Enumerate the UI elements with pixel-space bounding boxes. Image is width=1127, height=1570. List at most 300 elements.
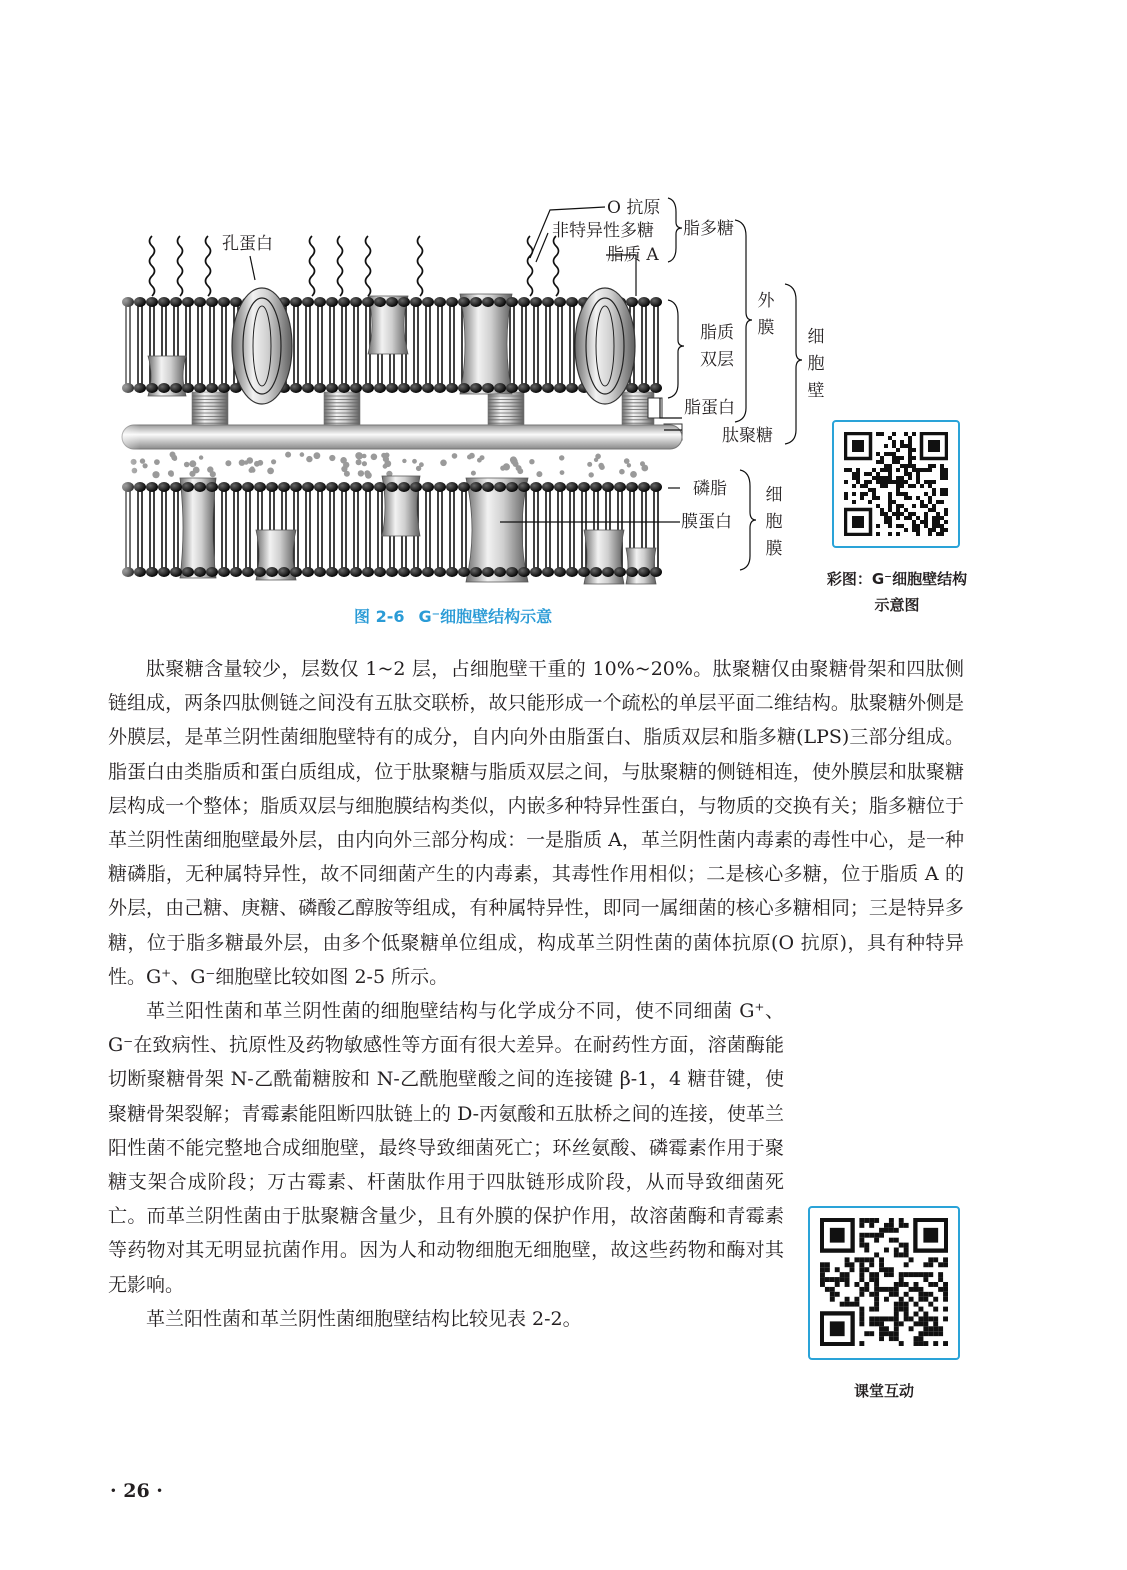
phospholipid-head <box>326 567 338 577</box>
qr-finder-center <box>852 440 864 452</box>
phospholipid-head <box>650 567 662 577</box>
phospholipid-head <box>554 383 566 393</box>
phospholipid-head <box>314 383 326 393</box>
qr-module <box>940 532 944 536</box>
qr-module <box>912 448 916 452</box>
phospholipid-head <box>302 482 314 492</box>
phospholipid-head <box>194 297 206 307</box>
paragraph-drug-sensitivity: 革兰阳性菌和革兰阴性菌的细胞壁结构与化学成分不同，使不同细菌 G⁺、G⁻在致病性、抗原性及药物敏感性等方面有很大差异。在耐药性方面，溶菌酶能切断聚糖骨架 N-乙酰葡糖胺和 N-乙酰胞壁酸之间的连接键 β-1，4 糖苷键，使聚糖骨架裂解；青霉素能阻断四肽链上的 D-丙氨酸和五肽桥之间的连接，使革兰阳性菌不能完整地合成细胞壁，最终导致细菌死亡；环丝氨酸、磷霉素作用于聚糖支架合成阶段；万古霉素、杆菌肽作用于四肽链形成阶段，从而导致细菌死亡。而革兰阴性菌由于肽聚糖含量少，且有外膜的保护作用，故溶菌酶和青霉素等药物对其无明显抗菌作用。因为人和动物细胞无细胞壁，故这些药物和酶对其无影响。 <box>108 1000 784 1296</box>
phospholipid-head <box>578 482 590 492</box>
label-outer-membrane: 外膜 <box>757 291 775 338</box>
phospholipid-head <box>146 482 158 492</box>
phospholipid-head <box>494 482 506 492</box>
periplasm-dot <box>300 452 305 457</box>
qr-module <box>852 472 856 476</box>
phospholipid-head <box>518 383 530 393</box>
phospholipid-head <box>386 567 398 577</box>
qr-module <box>876 496 880 500</box>
qr-module <box>904 432 908 436</box>
porin-outer <box>232 288 292 404</box>
periplasm-dot <box>355 452 362 459</box>
periplasm-dot <box>595 454 601 460</box>
qr-module <box>940 488 944 492</box>
qr-module <box>916 476 920 480</box>
qr-module <box>908 440 912 444</box>
phospholipid-head <box>158 567 170 577</box>
phospholipid-head <box>446 567 458 577</box>
qr-module <box>888 500 892 504</box>
phospholipid-head <box>566 297 578 307</box>
phospholipid-head <box>230 482 242 492</box>
o-antigen-chain <box>528 236 533 296</box>
periplasm-dot <box>210 471 216 477</box>
qr-module <box>916 524 920 528</box>
qr-module <box>900 444 904 448</box>
qr-module <box>889 1336 894 1341</box>
qr-module <box>936 500 940 504</box>
phospholipid-head <box>314 567 326 577</box>
phospholipid-head <box>614 482 626 492</box>
qr-module <box>899 1341 904 1346</box>
phospholipid-head <box>638 383 650 393</box>
phospholipid-head <box>494 567 506 577</box>
qr-module <box>918 1341 923 1346</box>
qr-module <box>928 532 932 536</box>
phospholipid-head <box>278 482 290 492</box>
qr-module <box>904 492 908 496</box>
periplasm-dot <box>503 463 510 470</box>
qr-module <box>896 480 900 484</box>
label-lps: 脂多糖 <box>683 219 734 239</box>
qr-module <box>900 476 904 480</box>
phospholipid-head <box>182 482 194 492</box>
page-number: · 26 · <box>110 1480 163 1502</box>
qr-module <box>888 464 892 468</box>
qr-module <box>888 436 892 440</box>
qr-module <box>880 456 884 460</box>
qr-module <box>916 496 920 500</box>
qr-module <box>908 452 912 456</box>
phospholipid-head <box>602 567 614 577</box>
phospholipid-head <box>218 482 230 492</box>
qr-module <box>914 1336 919 1341</box>
phospholipid-head <box>338 383 350 393</box>
qr-module <box>904 508 908 512</box>
qr-module <box>904 468 908 472</box>
qr-caption-color-figure: 彩图：G⁻细胞壁结构示意图 <box>826 570 968 614</box>
qr-module <box>908 448 912 452</box>
label-membrane-protein: 膜蛋白 <box>681 512 732 532</box>
qr-module <box>928 496 932 500</box>
phospholipid-head <box>302 297 314 307</box>
qr-module <box>872 488 876 492</box>
qr-module <box>900 464 904 468</box>
membrane-protein <box>626 548 656 584</box>
qr-module <box>904 464 908 468</box>
qr-module <box>896 456 900 460</box>
qr-module <box>932 488 936 492</box>
phospholipid-head <box>530 383 542 393</box>
qr-module <box>844 492 848 496</box>
paragraph-peptidoglycan: 肽聚糖含量较少，层数仅 1~2 层，占细胞壁干重的 10%~20%。肽聚糖仅由聚糖骨架和四肽侧链组成，两条四肽侧链之间没有五肽交联桥，故只能形成一个疏松的单层平面二维结构。肽聚糖外侧是外膜层，是革兰阴性菌细胞壁特有的成分，自内向外由脂蛋白、脂质双层和脂多糖(LPS)三部分组成。脂蛋白由类脂质和蛋白质组成，位于肽聚糖与脂质双层之间，与肽聚糖的侧链相连，使外膜层和肽聚糖层构成一个整体；脂质双层与细胞膜结构类似，内嵌多种特异性蛋白，与物质的交换有关；脂多糖位于革兰阴性菌细胞壁最外层，由内向外三部分构成：一是脂质 A，革兰阴性菌内毒素的毒性中心，是一种糖磷脂，无种属特异性，故不同细菌产生的内毒素，其毒性作用相似；二是核心多糖，位于脂质 A 的外层，由己糖、庚糖、磷酸乙醇胺等组成，有种属特异性，即同一属细菌的核心多糖相同；三是特异多糖，位于脂多糖最外层，由多个低聚糖单位组成，构成革兰阴性菌的菌体抗原(O 抗原)，具有种特异性。G⁺、G⁻细胞壁比较如图 2-5 所示。 <box>108 658 964 988</box>
qr-code-color-figure[interactable] <box>832 420 960 548</box>
periplasm-dot <box>285 452 291 458</box>
qr-module <box>880 476 884 480</box>
qr-module <box>888 496 892 500</box>
phospholipid-head <box>338 567 350 577</box>
qr-module <box>856 480 860 484</box>
phospholipid-head <box>554 297 566 307</box>
lipoprotein-block <box>488 392 524 426</box>
qr-module <box>916 532 920 536</box>
periplasm-dot <box>169 472 174 477</box>
phospholipid-head <box>410 482 422 492</box>
phospholipid-head <box>626 297 638 307</box>
lipoprotein-block <box>192 392 228 426</box>
phospholipid-head <box>650 383 662 393</box>
phospholipid-head <box>458 482 470 492</box>
periplasm-dot <box>184 462 190 468</box>
qr-module <box>932 480 936 484</box>
qr-module <box>940 516 944 520</box>
periplasm-dot <box>452 453 458 459</box>
qr-module <box>868 472 872 476</box>
periplasm-dot <box>244 460 248 464</box>
phospholipid-head <box>290 297 302 307</box>
label-lipoprotein: 脂蛋白 <box>684 398 735 418</box>
periplasm-dot <box>589 472 594 477</box>
phospholipid-head <box>518 297 530 307</box>
phospholipid-head <box>182 383 194 393</box>
qr-module <box>894 1336 899 1341</box>
qr-module <box>868 480 872 484</box>
qr-module <box>896 516 900 520</box>
phospholipid-head <box>302 567 314 577</box>
o-antigen-chain <box>418 236 423 296</box>
phospholipid-head <box>422 297 434 307</box>
phospholipid-head <box>362 297 374 307</box>
qr-module <box>940 472 944 476</box>
periplasm-dot <box>152 471 159 478</box>
periplasm-dot <box>559 455 564 460</box>
qr-module <box>876 532 880 536</box>
qr-module <box>900 512 904 516</box>
phospholipid-head <box>206 567 218 577</box>
qr-module <box>944 468 948 472</box>
qr-finder-center <box>852 516 864 528</box>
qr-module <box>876 432 880 436</box>
phospholipid-head <box>326 482 338 492</box>
phospholipid-head <box>542 297 554 307</box>
phospholipid-head <box>434 297 446 307</box>
qr-module <box>859 1341 864 1346</box>
qr-module <box>884 516 888 520</box>
qr-module <box>920 468 924 472</box>
phospholipid-head <box>470 482 482 492</box>
periplasm-dot <box>329 455 335 461</box>
periplasm-dot <box>189 460 196 467</box>
phospholipid-head <box>446 482 458 492</box>
phospholipid-head <box>146 383 158 393</box>
phospholipid-head <box>170 383 182 393</box>
qr-module <box>896 460 900 464</box>
phospholipid-head <box>266 567 278 577</box>
phospholipid-head <box>182 297 194 307</box>
qr-module <box>932 504 936 508</box>
qr-module <box>904 516 908 520</box>
qr-module <box>940 500 944 504</box>
phospholipid-head <box>542 567 554 577</box>
qr-module <box>876 472 880 476</box>
qr-module <box>892 456 896 460</box>
qr-module <box>884 520 888 524</box>
qr-module <box>944 472 948 476</box>
periplasm-dot <box>140 458 145 463</box>
phospholipid-head <box>650 482 662 492</box>
qr-module <box>896 488 900 492</box>
periplasm-dots <box>131 452 649 479</box>
qr-module <box>908 472 912 476</box>
qr-module <box>904 480 908 484</box>
qr-module <box>900 456 904 460</box>
qr-module <box>900 492 904 496</box>
phospholipid-head <box>386 297 398 307</box>
phospholipid-head <box>446 297 458 307</box>
periplasm-dot <box>467 455 472 460</box>
qr-module <box>900 524 904 528</box>
qr-module <box>904 472 908 476</box>
phospholipid-head <box>506 567 518 577</box>
qr-module <box>904 496 908 500</box>
qr-module <box>914 1341 919 1346</box>
qr-module <box>943 1341 948 1346</box>
phospholipid-head <box>458 567 470 577</box>
periplasm-dot <box>362 461 367 466</box>
periplasm-dot <box>365 472 372 479</box>
qr-module <box>933 1341 938 1346</box>
qr-module <box>900 480 904 484</box>
qr-module <box>944 528 948 532</box>
membrane-protein <box>180 478 216 578</box>
phospholipid-head <box>566 482 578 492</box>
phospholipid-head <box>422 482 434 492</box>
qr-module <box>916 468 920 472</box>
qr-module <box>896 524 900 528</box>
phospholipid-head <box>326 297 338 307</box>
label-o-antigen: O 抗原 <box>607 198 661 218</box>
qr-module <box>920 520 924 524</box>
o-antigen-chain <box>366 236 371 296</box>
label-cell-membrane: 细胞膜 <box>765 485 783 559</box>
qr-module <box>896 448 900 452</box>
periplasm-dot <box>344 471 350 477</box>
periplasm-dot <box>225 460 231 466</box>
qr-module <box>912 484 916 488</box>
phospholipid-head <box>470 383 482 393</box>
qr-module <box>884 444 888 448</box>
qr-module <box>880 508 884 512</box>
qr-module <box>940 528 944 532</box>
qr-module <box>916 516 920 520</box>
phospholipid-head <box>578 567 590 577</box>
qr-module <box>888 524 892 528</box>
qr-module <box>896 484 900 488</box>
qr-module <box>868 488 872 492</box>
phospholipid-head <box>626 482 638 492</box>
periplasm-dot <box>624 458 630 464</box>
phospholipid-head <box>518 567 530 577</box>
phospholipid-head <box>206 482 218 492</box>
phospholipid-head <box>242 567 254 577</box>
phospholipid-head <box>242 482 254 492</box>
periplasm-dot <box>440 460 447 467</box>
phospholipid-head <box>374 297 386 307</box>
phospholipid-head <box>146 567 158 577</box>
phospholipid-head <box>350 567 362 577</box>
phospholipid-head <box>530 482 542 492</box>
body-text <box>108 652 964 1336</box>
phospholipid-head <box>470 567 482 577</box>
qr-module <box>848 468 852 472</box>
periplasm-dot <box>172 456 177 461</box>
qr-module <box>912 524 916 528</box>
phospholipid-head <box>170 567 182 577</box>
qr-module <box>908 436 912 440</box>
membrane-protein <box>460 294 512 394</box>
periplasm-dot <box>154 459 160 465</box>
qr-module <box>864 480 868 484</box>
qr-module <box>884 484 888 488</box>
phospholipid-head <box>326 383 338 393</box>
qr-module <box>932 464 936 468</box>
qr-module <box>932 524 936 528</box>
qr-module <box>888 468 892 472</box>
qr-module <box>852 492 856 496</box>
qr-module <box>844 468 848 472</box>
qr-module <box>852 484 856 488</box>
phospholipid-head <box>626 567 638 577</box>
phospholipid-head <box>542 383 554 393</box>
qr-module <box>888 520 892 524</box>
periplasm-dot <box>480 455 485 460</box>
qr-module <box>940 464 944 468</box>
qr-module <box>888 492 892 496</box>
qr-module <box>864 472 868 476</box>
qr-module <box>944 508 948 512</box>
phospholipid-head <box>350 383 362 393</box>
label-porin: 孔蛋白 <box>222 234 273 254</box>
qr-module <box>928 528 932 532</box>
periplasm-dot <box>630 471 637 478</box>
phospholipid-head <box>638 297 650 307</box>
qr-module <box>896 532 900 536</box>
periplasm-dot <box>356 459 362 465</box>
periplasm-dot <box>257 460 263 466</box>
qr-module <box>936 524 940 528</box>
phospholipid-head <box>566 383 578 393</box>
qr-module <box>932 516 936 520</box>
qr-module <box>924 516 928 520</box>
phospholipid-head <box>494 297 506 307</box>
qr-module <box>900 484 904 488</box>
qr-module <box>920 484 924 488</box>
periplasm-dot <box>143 463 148 468</box>
qr-module <box>936 532 940 536</box>
qr-module <box>916 528 920 532</box>
phospholipid-head <box>362 567 374 577</box>
phospholipid-head <box>254 567 266 577</box>
qr-pattern <box>844 432 948 536</box>
qr-module <box>872 492 876 496</box>
qr-module <box>852 500 856 504</box>
phospholipid-head <box>566 567 578 577</box>
phospholipid-head <box>482 567 494 577</box>
qr-module <box>860 492 864 496</box>
label-nonspecific-polysaccharide: 非特异性多糖 <box>552 221 654 241</box>
phospholipid-head <box>482 297 494 307</box>
phospholipid-head <box>194 383 206 393</box>
phospholipid-head <box>590 567 602 577</box>
qr-module <box>920 504 924 508</box>
membrane-protein <box>466 478 528 582</box>
phospholipid-head <box>434 482 446 492</box>
phospholipid-head <box>638 567 650 577</box>
qr-module <box>908 476 912 480</box>
qr-module <box>940 524 944 528</box>
label-lipid-a: 脂质 A <box>607 245 659 265</box>
qr-module <box>884 476 888 480</box>
qr-module <box>928 484 932 488</box>
phospholipid-head <box>182 567 194 577</box>
phospholipid-head <box>398 567 410 577</box>
qr-module <box>912 512 916 516</box>
qr-module <box>928 480 932 484</box>
qr-module <box>924 512 928 516</box>
qr-module <box>944 476 948 480</box>
phospholipid-head <box>506 482 518 492</box>
qr-module <box>924 468 928 472</box>
qr-module <box>884 464 888 468</box>
phospholipid-head <box>194 567 206 577</box>
qr-module <box>908 496 912 500</box>
paragraph-table-reference: 革兰阳性菌和革兰阴性菌细胞壁结构比较见表 2-2。 <box>146 1307 582 1330</box>
phospholipid-head <box>446 383 458 393</box>
phospholipid-head <box>266 482 278 492</box>
phospholipid-head <box>434 383 446 393</box>
qr-module <box>876 504 880 508</box>
qr-module <box>856 472 860 476</box>
periplasm-dot <box>343 462 349 468</box>
periplasm-dot <box>249 468 254 473</box>
qr-module <box>864 492 868 496</box>
phospholipid-head <box>494 383 506 393</box>
phospholipid-head <box>386 383 398 393</box>
qr-module <box>924 504 928 508</box>
left-fade <box>100 290 140 590</box>
qr-module <box>944 520 948 524</box>
qr-module <box>904 444 908 448</box>
qr-module <box>884 452 888 456</box>
phospholipid-head <box>158 482 170 492</box>
qr-module <box>888 532 892 536</box>
phospholipid-head <box>374 383 386 393</box>
phospholipid-head <box>314 482 326 492</box>
qr-module <box>944 512 948 516</box>
phospholipid-head <box>218 297 230 307</box>
periplasm-dot <box>412 459 417 464</box>
qr-module <box>880 460 884 464</box>
qr-module <box>896 508 900 512</box>
